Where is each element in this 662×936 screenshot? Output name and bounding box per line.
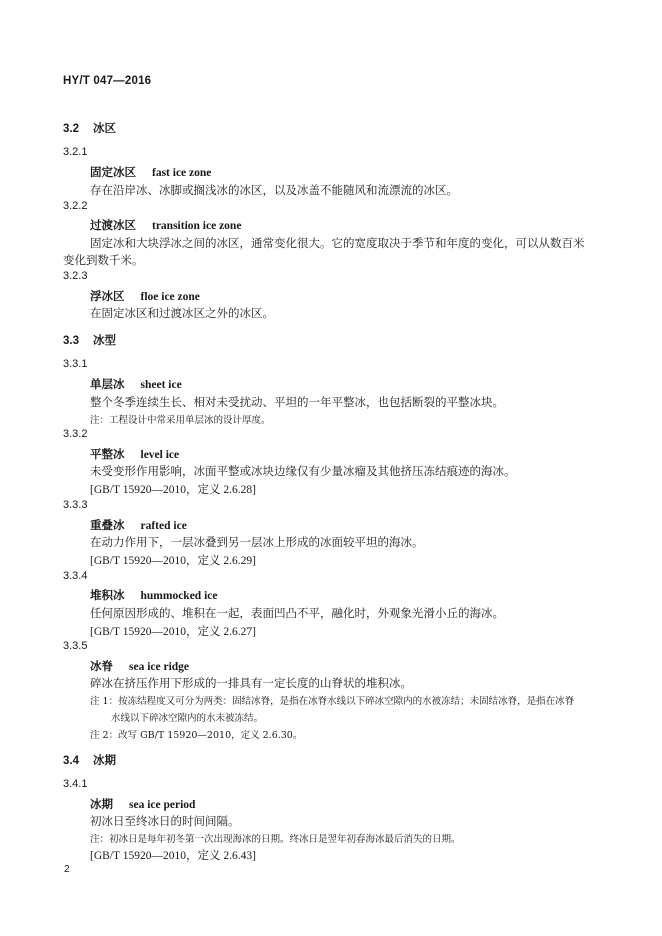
document-header: HY/T 047—2016 bbox=[63, 75, 152, 87]
clause-3-3-2-source: [GB/T 15920—2010，定义 2.6.28] bbox=[90, 484, 256, 496]
clause-3-2-2-definition-line1: 固定冰和大块浮冰之间的冰区，通常变化很大。它的宽度取决于季节和年度的变化，可以从数百米 bbox=[90, 236, 585, 250]
clause-3-3-2-term bbox=[90, 446, 179, 462]
clause-3-2-3-definition: 在固定冰区和过渡冰区之外的冰区。 bbox=[90, 306, 274, 320]
term-en: floe ice zone bbox=[140, 291, 200, 303]
clause-3-3-4-definition: 任何原因形成的、堆积在一起，表面凹凸不平，融化时，外观象光滑小丘的海冰。 bbox=[90, 606, 504, 620]
clause-3-3-4-number: 3.3.4 bbox=[63, 570, 88, 582]
clause-3-3-4-term bbox=[90, 587, 217, 603]
section-number: 3.3 bbox=[63, 335, 79, 347]
clause-3-3-3-source: [GB/T 15920—2010，定义 2.6.29] bbox=[90, 555, 256, 567]
clause-3-3-5-number: 3.3.5 bbox=[63, 640, 88, 652]
clause-3-3-1-term bbox=[90, 376, 182, 392]
term-cn: 冰期 bbox=[90, 799, 113, 811]
clause-3-4-1-term bbox=[90, 796, 195, 812]
term-cn: 平整冰 bbox=[90, 449, 125, 461]
clause-3-3-3-definition: 在动力作用下，一层冰叠到另一层冰上形成的冰面较平坦的海冰。 bbox=[90, 535, 424, 549]
term-en: sheet ice bbox=[140, 379, 182, 391]
section-3-3-heading bbox=[63, 332, 116, 348]
term-en: sea ice ridge bbox=[129, 661, 190, 673]
clause-3-3-1-note: 注：工程设计中常采用单层冰的设计厚度。 bbox=[90, 415, 271, 426]
clause-3-2-2-term bbox=[90, 217, 241, 233]
term-cn: 堆积冰 bbox=[90, 590, 125, 602]
term-cn: 重叠冰 bbox=[90, 520, 125, 532]
term-en: hummocked ice bbox=[140, 590, 218, 602]
clause-3-2-1-term bbox=[90, 164, 211, 180]
clause-3-3-2-definition: 未受变形作用影响，冰面平整或冰块边缘仅有少量冰瘤及其他挤压冻结痕迹的海冰。 bbox=[90, 464, 516, 478]
term-en: rafted ice bbox=[140, 520, 187, 532]
section-title: 冰期 bbox=[93, 755, 116, 767]
clause-3-3-5-note-1-line2: 水线以下碎冰空隙内的水未被冻结。 bbox=[111, 713, 264, 724]
clause-3-2-2-definition-line2: 变化到数千米。 bbox=[63, 253, 144, 267]
clause-3-2-2-number: 3.2.2 bbox=[63, 200, 88, 212]
term-cn: 浮冰区 bbox=[90, 291, 125, 303]
clause-3-3-3-term bbox=[90, 517, 187, 533]
section-number: 3.2 bbox=[63, 123, 79, 135]
clause-3-3-5-note-2: 注 2：改写 GB/T 15920—2010，定义 2.6.30。 bbox=[90, 730, 303, 741]
section-3-2-heading bbox=[63, 120, 116, 136]
clause-3-2-3-term bbox=[90, 288, 200, 304]
clause-3-3-3-number: 3.3.3 bbox=[63, 499, 88, 511]
term-en: level ice bbox=[140, 449, 180, 461]
section-number: 3.4 bbox=[63, 755, 79, 767]
clause-3-4-1-definition: 初冰日至终冰日的时间间隔。 bbox=[90, 814, 240, 828]
clause-3-2-1-definition: 存在沿岸冰、冰脚或搁浅冰的冰区，以及冰盖不能随风和流漂流的冰区。 bbox=[90, 183, 458, 197]
clause-3-3-1-definition: 整个冬季连续生长、相对未受扰动、平坦的一年平整冰，也包括断裂的平整冰块。 bbox=[90, 395, 504, 409]
clause-3-4-1-source: [GB/T 15920—2010，定义 2.6.43] bbox=[90, 850, 256, 862]
section-title: 冰区 bbox=[93, 123, 116, 135]
clause-3-2-3-number: 3.2.3 bbox=[63, 270, 88, 282]
page-number: 2 bbox=[64, 864, 70, 875]
clause-3-4-1-number: 3.4.1 bbox=[63, 778, 88, 790]
clause-3-3-2-number: 3.3.2 bbox=[63, 428, 88, 440]
term-cn: 冰脊 bbox=[90, 661, 113, 673]
term-cn: 单层冰 bbox=[90, 379, 125, 391]
clause-3-2-1-number: 3.2.1 bbox=[63, 146, 88, 158]
term-cn: 过渡冰区 bbox=[90, 220, 136, 232]
section-title: 冰型 bbox=[93, 335, 116, 347]
clause-3-3-4-source: [GB/T 15920—2010，定义 2.6.27] bbox=[90, 626, 256, 638]
clause-3-3-5-term bbox=[90, 658, 189, 674]
term-en: transition ice zone bbox=[152, 220, 242, 232]
clause-3-3-1-number: 3.3.1 bbox=[63, 358, 88, 370]
term-cn: 固定冰区 bbox=[90, 167, 136, 179]
clause-3-4-1-note: 注：初冰日是每年初冬第一次出现海冰的日期。终冰日是翌年初春海冰最后消失的日期。 bbox=[90, 834, 461, 845]
section-3-4-heading bbox=[63, 752, 116, 768]
term-en: fast ice zone bbox=[152, 167, 212, 179]
clause-3-3-5-definition: 碎冰在挤压作用下形成的一排具有一定长度的山脊状的堆积冰。 bbox=[90, 676, 412, 690]
clause-3-3-5-note-1-line1: 注 1：按冻结程度又可分为两类：固结冰脊，是指在冰脊水线以下碎冰空隙内的水被冻结；未固结冰脊，是指在冰脊 bbox=[90, 696, 575, 707]
term-en: sea ice period bbox=[129, 799, 196, 811]
